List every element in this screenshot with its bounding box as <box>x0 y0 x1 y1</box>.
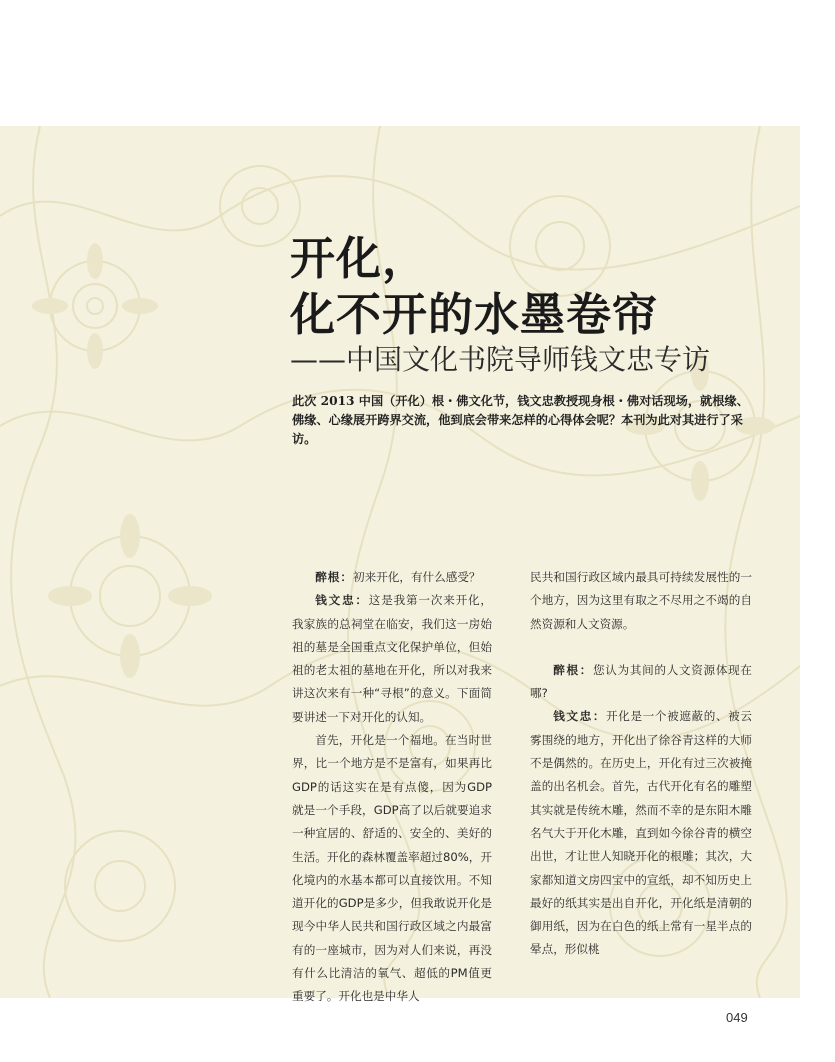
question-2 <box>530 659 752 706</box>
page-number: 049 <box>726 1010 748 1025</box>
question-text: 您认为其间的人文资源体现在哪? <box>530 662 752 701</box>
answer-1 <box>292 589 492 729</box>
page-title-line-1: 开化， <box>290 232 429 285</box>
speaker-label: 醉根： <box>553 662 594 677</box>
answer-text: 这是我第一次来开化，我家族的总祠堂在临安，我们这一房始祖的墓是全国重点文化保护单位，但始祖的老太祖的墓地在开化，所以对我来讲这次来有一种“寻根”的意义。下面简要讲述一下对开化的认知。 <box>292 593 492 724</box>
article-column-2 <box>530 566 752 962</box>
question-1 <box>292 566 492 589</box>
answer-text: 开化是一个被遮蔽的、被云雾围绕的地方，开化出了徐谷青这样的大师不是偶然的。在历史上，开化有过三次被掩盖的出名机会。首先，古代开化有名的雕塑其实就是传统木雕，然而不幸的是东阳木雕名气大于开化木雕，直到如今徐谷青的横空出世，才让世人知晓开化的根雕；其次，大家都知道文房四宝中的宣纸，却不知历史上最好的纸其实是出自开化，开化纸是清朝的御用纸，因为在白色的纸上常有一星半点的晕点，形似桃 <box>530 709 752 957</box>
paragraph: 民共和国行政区域内最具可持续发展性的一个地方，因为这里有取之不尽用之不竭的自然资源和人文资源。 <box>530 570 752 631</box>
question-text: 初来开化，有什么感受？ <box>352 570 481 584</box>
answer-2 <box>530 705 752 961</box>
speaker-label: 醉根： <box>315 570 353 584</box>
page-title-line-2: 化不开的水墨卷帘 <box>290 288 659 341</box>
speaker-label: 钱文忠： <box>315 593 369 608</box>
lede-paragraph: 此次 2013 中国（开化）根・佛文化节，钱文忠教授现身根・佛对话现场，就根缘、佛缘、心缘展开跨界交流，他到底会带来怎样的心得体会呢？本刊为此对其进行了采访。 <box>292 394 749 446</box>
speaker-label: 钱文忠： <box>553 709 607 724</box>
article-column-1 <box>292 566 492 1009</box>
paragraph: 首先，开化是一个福地。在当时世界，比一个地方是不是富有，如果再比GDP的话这实在是有点傻，因为GDP就是一个手段，GDP高了以后就要追求一种宜居的、舒适的、安全的、美好的生活。开化的森林覆盖率超过80%，开化境内的水基本都可以直接饮用。不知道开化的GDP是多少，但我敢说开化是现今中华人民共和国行政区域之内最富有的一座城市，因为对人们来说，再没有什么比清洁的氧气、超低的PM值更重要了。开化也是中华人 <box>292 733 492 1004</box>
page-subtitle: ——中国文化书院导师钱文忠专访 <box>290 343 711 376</box>
